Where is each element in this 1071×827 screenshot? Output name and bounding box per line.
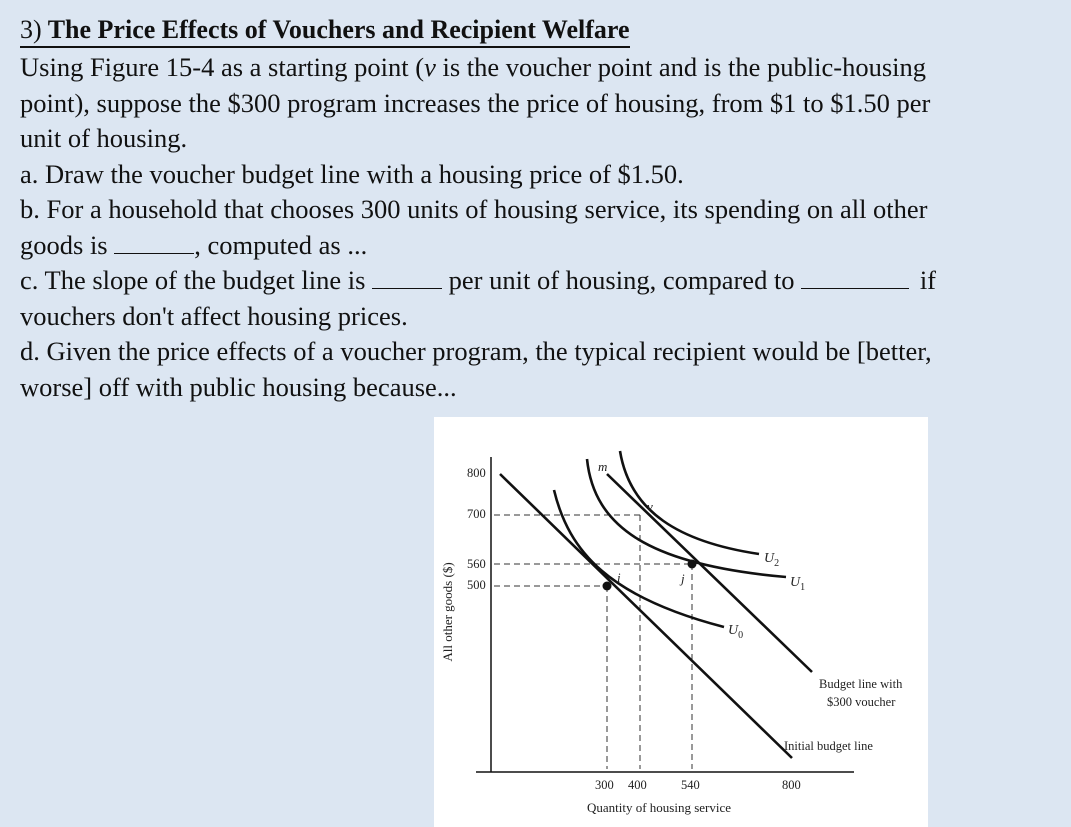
y-axis-label: All other goods ($): [440, 562, 455, 662]
question-c-text: per unit of housing, compared to: [448, 265, 795, 295]
indifference-curve-u1: [587, 459, 786, 577]
intro-line-3: unit of housing.: [20, 123, 188, 153]
point-label-m: m: [598, 459, 608, 474]
answer-blank-c2: [801, 266, 909, 289]
heading-text: The Price Effects of Vouchers and Recipient Welfare: [47, 15, 630, 44]
question-d-line-2: worse] off with public housing because...: [20, 371, 457, 402]
point-label-j: j: [681, 571, 685, 586]
voucher-line-annotation-2: $300 voucher: [827, 695, 896, 709]
question-heading: [20, 14, 1060, 48]
voucher-point-v: v: [424, 52, 436, 82]
question-b-line-1: b. For a household that chooses 300 units of housing service, its spending on all other: [20, 194, 928, 224]
answer-blank-c1: [372, 266, 442, 289]
initial-budget-line: [500, 474, 792, 758]
point-j-marker: [688, 560, 697, 569]
y-tick-800: 800: [467, 466, 486, 480]
heading-title: [20, 14, 630, 48]
curve-label-u2: $U_2$: [764, 551, 780, 569]
intro-text: Using Figure 15-4 as a starting point (: [20, 52, 425, 82]
figure-15-4: [434, 417, 928, 827]
x-tick-800: 800: [782, 778, 801, 792]
question-b-text: , computed as ...: [194, 229, 368, 260]
question-c-line-2: vouchers don't affect housing prices.: [20, 300, 408, 331]
point-i-marker: [603, 582, 612, 591]
x-tick-400: 400: [628, 778, 647, 792]
question-b-line-2: [20, 228, 1060, 264]
x-axis-label: Quantity of housing service: [586, 800, 732, 815]
point-label-i: i: [617, 570, 621, 585]
voucher-budget-line: [607, 474, 812, 672]
budget-diagram: [434, 417, 928, 827]
x-tick-540: 540: [681, 778, 700, 792]
y-tick-560: 560: [467, 557, 486, 571]
curve-label-u1: $U_1$: [790, 575, 806, 593]
y-tick-500: 500: [467, 578, 486, 592]
intro-line-2: point), suppose the $300 program increases the price of housing, from $1 to $1.50 per: [20, 87, 931, 118]
question-a: a. Draw the voucher budget line with a housing price of $1.50.: [20, 158, 684, 189]
question-d-line-1: d. Given the price effects of a voucher program, the typical recipient would be [better,: [20, 336, 932, 366]
curve-label-u0: $U_0$: [728, 623, 744, 641]
question-c-text: c. The slope of the budget line is: [20, 265, 366, 295]
question-c-text: if: [919, 265, 936, 295]
point-label-v: v: [647, 499, 653, 514]
indifference-curve-u0: [554, 490, 724, 627]
initial-line-annotation: Initial budget line: [784, 739, 873, 753]
answer-blank-b: [114, 231, 194, 254]
question-b-text: goods is: [20, 229, 108, 260]
heading-number: 3): [20, 15, 42, 44]
voucher-line-annotation-1: Budget line with: [819, 677, 903, 691]
intro-text: is the voucher point and is the public-housing: [435, 52, 927, 82]
y-tick-700: 700: [467, 507, 486, 521]
indifference-curve-u2: [620, 451, 759, 554]
question-c-line-1: [20, 263, 1060, 299]
intro-line-1: [20, 50, 1060, 86]
x-tick-300: 300: [595, 778, 614, 792]
document: [20, 14, 1060, 405]
